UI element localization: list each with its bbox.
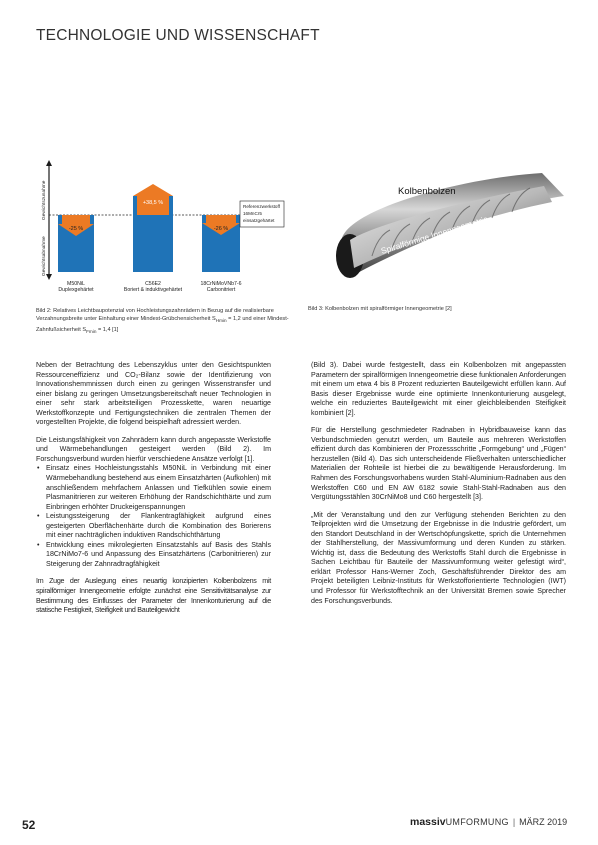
reference-line-2: 16MnCr5 bbox=[243, 211, 262, 216]
label-kolbenbolzen: Kolbenbolzen bbox=[398, 186, 456, 197]
bar-label-c56e2: +38,5 % bbox=[142, 200, 164, 206]
figure3-caption: Bild 3: Kolbenbolzen mit spiralförmiger Innengeometrie [2] bbox=[308, 306, 452, 312]
bar-label-m50nil: -25 % bbox=[68, 226, 84, 232]
list-item: • Entwicklung eines mikrolegierten Einsatzstahls auf Basis des Stahls 18CrNiMo7-6 und Anpassung des Einsatzhärtens (Carbonitrieren) zur Steigerung der Zahnradtragfähigkeit bbox=[36, 541, 271, 570]
figure2-caption: Bild 2: Relatives Leichtbaupotenzial von Hochleistungszahnrädern in Bezug auf die realisierbare Verzahnungsbreite unter Einhaltung einer Mindest-Grübchensicherheit $S_{Hmin} = 1,2$ und einer Mindest-Zahnfußsicherheit $S_{Fmin} = 1,4$ [1] bbox=[36, 308, 289, 335]
reference-line-3: einsatzgehärtet bbox=[243, 218, 275, 223]
paragraph: „Mit der Veranstaltung und den zur Verfügung stehenden Berichten zu den Teilprojekten wird die Umsetzung der Ergebnisse in die Industrie gefördert, um den Standort Deutschland in der Wertschöpfungskette, sprich die Unternehmen der Stahlherstellung, der Massivumformung und deren Kunden zu stärken. Wichtig ist, dass die Bedeutung des Werkstoffs Stahl durch die Ergebnisse in Sachen Leichtbau für Bauteile der Massivumformung weiter gefestigt wird“, erklärt Professor Hans-Werner Zoch, Geschäftsführender Direktor des am Projekt beteiligten Leibniz-Instituts für Werkstofforientierte Technologien (IWT) und Professor für Werkstofftechnik an der Universität Bremen sowie Sprecher des Forschungsverbunds. bbox=[311, 510, 566, 605]
yaxis-upper-label: Gewichtszunahme bbox=[42, 180, 47, 220]
material-c56e2: C56E2 bbox=[145, 281, 161, 287]
process-m50nil: Duplexgehärtet bbox=[58, 287, 94, 293]
brand-name: massiv bbox=[410, 816, 446, 828]
lightweight-chart bbox=[36, 160, 286, 305]
list-item: • Leistungssteigerung der Flankentragfähigkeit aufgrund eines gesteigerten Oberflächenhärte durch die Kombination des Borierens mit einer nachträglichen induktiven Randschichthärtung bbox=[36, 512, 271, 541]
section-header: TECHNOLOGIE UND WISSENSCHAFT bbox=[36, 27, 320, 44]
figure-piston-pin bbox=[308, 168, 570, 312]
right-column bbox=[311, 361, 566, 606]
paragraph: Im Zuge der Auslegung eines neuartig konzipierten Kolbenbolzens mit spiralförmiger Innengeometrie erfolgte zunächst eine Sensitivitätsanalyse zur Bestimmung des Einflusses der Parameter der Innenkonturierung auf die statische Festigkeit, Steifigkeit und Bauteilgewicht bbox=[36, 577, 271, 615]
process-18crnimovnb: Carbonitriert bbox=[206, 287, 236, 293]
piston-pin-image bbox=[312, 168, 570, 283]
bullet-list bbox=[36, 464, 271, 569]
left-column bbox=[36, 361, 271, 616]
paragraph: Für die Herstellung geschmiedeter Radnaben in Hybridbauweise kann das Verbundschmieden genutzt werden, um Bauteile aus mehreren Werkstoffen effizient durch das Kombinieren der Prozessschritte „Formgebung“ und „Fügen“ herzustellen (Bild 4). Das sich unterscheidende Fließverhalten unterschiedlicher Materialien der Rohteile ist hierbei die zu bewältigende Herausforderung. Im Rahmen des Forschungsvorhabens wurden Stahl-Aluminium-Radnaben aus den Werkstoffen C60 und EN AW 6182 sowie Stahl-Stahl-Radnaben aus den Vergütungsstählen 30CrNiMo8 und C60 hergestellt [3]. bbox=[311, 426, 566, 502]
brand-sub: UMFORMUNG bbox=[445, 817, 509, 827]
issue-date: MÄRZ 2019 bbox=[519, 817, 568, 827]
bar-label-18crnimovnb: -26 % bbox=[213, 226, 229, 232]
reference-line-1: Referenzwerkstoff bbox=[243, 204, 280, 209]
material-m50nil: M50NiL bbox=[67, 281, 85, 287]
paragraph: Die Leistungsfähigkeit von Zahnrädern kann durch angepasste Werkstoffe und Wärmebehandlungen gesteigert werden (Bild 2). Im Forschungsverbund wurden hierfür verschiedene Ansätze verfolgt [1]. bbox=[36, 435, 271, 463]
paragraph: (Bild 3). Dabei wurde festgestellt, dass ein Kolbenbolzen mit angepassten Parametern der spiralförmigen Innengeometrie diese funktionalen Anforderungen mit einem um etwa 4 bis 8 Prozent reduzierten Bauteilgewicht erfüllen kann. Auf Basis dieser Ergebnisse wurde eine optimierte Innenkonturierung ausgelegt, welche ein reduziertes Bauteilgewicht mit einer gleichbleibenden Steifigkeit kombiniert [2]. bbox=[311, 361, 566, 417]
material-18crnimovnb: 18CrNiMoVNb7-6 bbox=[200, 281, 242, 287]
footer-separator: | bbox=[512, 817, 516, 827]
footer-masthead bbox=[410, 816, 567, 828]
label-spiral-geometry: Spiralförmige Innengeometrie bbox=[379, 213, 490, 256]
axis-arrow-up-icon bbox=[46, 160, 52, 166]
process-c56e2: Boriert & induktivgehärtet bbox=[123, 287, 183, 293]
figure-lightweight-potential bbox=[36, 160, 289, 335]
page-number: 52 bbox=[22, 818, 36, 832]
list-item: • Einsatz eines Hochleistungsstahls M50NiL in Verbindung mit einer Wärmebehandlung bestehend aus einem Einsatzhärten (Aufkohlen) mit anschließendem mehrfachem Anlassen und Tiefkühlen sowie einem Plasmanitrieren zur weiteren Erhöhung der Randschichthärte und zum Einbringen erhöhter Druckeigenspannungen bbox=[36, 464, 271, 512]
paragraph: Neben der Betrachtung des Lebenszyklus unter den Gesichtspunkten Ressourceneffizienz und CO₂-Bilanz sowie der Identifizierung von Innovationshemmnissen durch einen zu geringen Wissenstransfer und einer bislang zu geringen Umsetzungsbereitschaft neuer Technologien in einer sehr stark arbeitsteiligen Prozesskette, waren neuartige Werkstoffkonzepte und Fertigungstechniken die zentralen Themen der vorgestellten Projekte, die folgend beispielhaft adressiert werden. bbox=[36, 361, 271, 427]
yaxis-lower-label: Gewichtsabnahme bbox=[42, 236, 47, 276]
